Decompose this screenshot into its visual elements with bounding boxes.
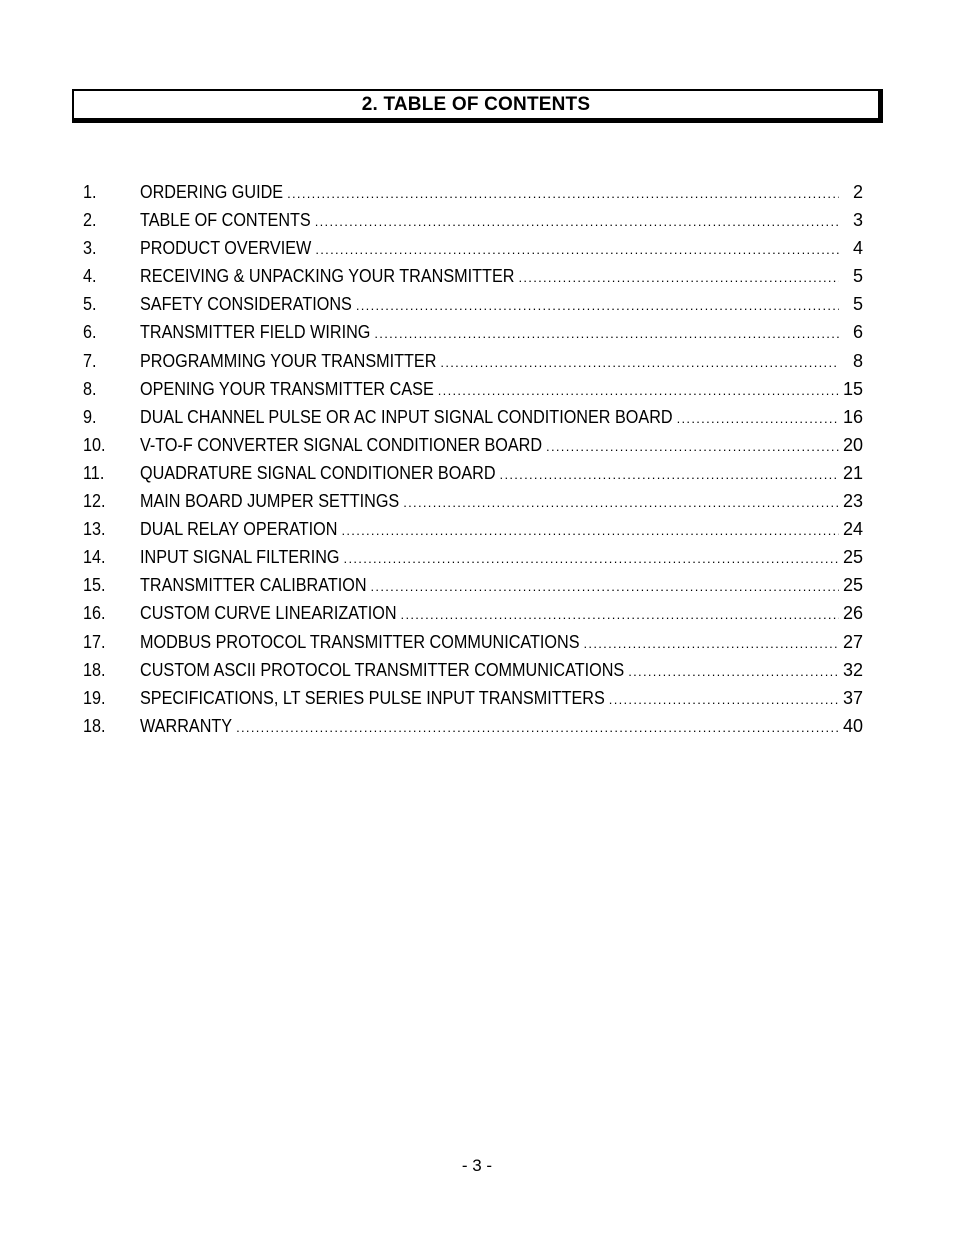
toc-dot-leader (374, 320, 839, 348)
toc-entry-page: 23 (842, 491, 863, 512)
toc-entry-page: 25 (842, 547, 863, 568)
toc-entry-page: 27 (842, 631, 863, 652)
toc-entry-number: 18. (83, 715, 106, 736)
toc-dot-leader (440, 349, 839, 377)
toc-entry-page: 32 (842, 659, 863, 680)
toc-dot-leader (315, 208, 839, 236)
toc-entry-title: DUAL CHANNEL PULSE OR AC INPUT SIGNAL CONDITIONER BOARD (140, 406, 673, 427)
toc-entry-title: MODBUS PROTOCOL TRANSMITTER COMMUNICATIONS (140, 631, 580, 652)
toc-dot-leader (438, 377, 839, 405)
toc-entry[interactable] (83, 684, 863, 712)
toc-entry-title: TRANSMITTER CALIBRATION (140, 575, 367, 596)
toc-entry[interactable] (83, 656, 863, 684)
toc-entry-page: 26 (842, 603, 863, 624)
toc-entry-page: 24 (842, 519, 863, 540)
toc-entry[interactable] (83, 431, 863, 459)
toc-dot-leader (518, 264, 839, 292)
toc-entry-title: TRANSMITTER FIELD WIRING (140, 322, 371, 343)
toc-entry-title: SAFETY CONSIDERATIONS (140, 294, 352, 315)
toc-entry-number: 18. (83, 659, 106, 680)
toc-entry-number: 7. (83, 350, 97, 371)
toc-entry-page: 6 (852, 322, 863, 343)
toc-dot-leader (401, 601, 839, 629)
toc-entry[interactable] (83, 262, 863, 290)
toc-entry-number: 17. (83, 631, 106, 652)
toc-entry-number: 6. (83, 322, 97, 343)
toc-entry-number: 9. (83, 406, 97, 427)
toc-entry-number: 8. (83, 378, 97, 399)
toc-entry[interactable] (83, 290, 863, 318)
toc-entry-page: 8 (852, 350, 863, 371)
toc-entry-number: 3. (83, 238, 97, 259)
toc-entry-number: 5. (83, 294, 97, 315)
toc-entry-page: 20 (842, 434, 863, 455)
toc-entry-page: 16 (842, 406, 863, 427)
toc-entry[interactable] (83, 318, 863, 346)
toc-entry-title: INPUT SIGNAL FILTERING (140, 547, 340, 568)
toc-entry-title: DUAL RELAY OPERATION (140, 519, 338, 540)
page-number: - 3 - (461, 1156, 493, 1175)
toc-entry[interactable] (83, 206, 863, 234)
toc-entry-number: 14. (83, 547, 106, 568)
toc-entry-page: 15 (842, 378, 863, 399)
toc-dot-leader (236, 714, 839, 742)
toc-entry[interactable] (83, 375, 863, 403)
toc-entry-title: QUADRATURE SIGNAL CONDITIONER BOARD (140, 462, 496, 483)
toc-entry-page: 2 (852, 182, 863, 202)
toc-entry-title: TABLE OF CONTENTS (140, 210, 311, 231)
toc-entry[interactable] (83, 712, 863, 740)
toc-entry-title: MAIN BOARD JUMPER SETTINGS (140, 491, 400, 512)
toc-entry[interactable] (83, 599, 863, 627)
toc-dot-leader (546, 433, 839, 461)
toc-entry[interactable] (83, 234, 863, 262)
toc-entry-title: CUSTOM CURVE LINEARIZATION (140, 603, 397, 624)
toc-dot-leader (677, 405, 839, 433)
toc-entry-page: 4 (852, 238, 863, 259)
toc-dot-leader (403, 489, 839, 517)
toc-entry-title: CUSTOM ASCII PROTOCOL TRANSMITTER COMMUNICATIONS (140, 659, 625, 680)
toc-entry-number: 16. (83, 603, 106, 624)
toc-dot-leader (344, 545, 839, 573)
toc-entry[interactable] (83, 543, 863, 571)
toc-entry-number: 10. (83, 434, 106, 455)
toc-entry[interactable] (83, 178, 863, 206)
toc-entry-number: 11. (83, 462, 105, 483)
toc-entry-title: SPECIFICATIONS, LT SERIES PULSE INPUT TRANSMITTERS (140, 687, 605, 708)
toc-entry[interactable] (83, 628, 863, 656)
toc-entry-number: 12. (83, 491, 106, 512)
toc-entry-number: 19. (83, 687, 106, 708)
toc-entry-page: 5 (852, 294, 863, 315)
toc-entry-page: 25 (842, 575, 863, 596)
toc-entry-number: 2. (83, 210, 97, 231)
toc-entry-page: 3 (852, 210, 863, 231)
toc-entry-title: PRODUCT OVERVIEW (140, 238, 312, 259)
toc-dot-leader (341, 517, 839, 545)
toc-entry-page: 40 (842, 715, 863, 736)
toc-entry-number: 1. (83, 182, 97, 202)
toc-entry[interactable] (83, 459, 863, 487)
toc-entry[interactable] (83, 487, 863, 515)
page-title: 2. TABLE OF CONTENTS (361, 94, 591, 115)
toc-entry-page: 21 (842, 462, 863, 483)
toc-entry-number: 15. (83, 575, 106, 596)
toc-entry-title: PROGRAMMING YOUR TRANSMITTER (140, 350, 437, 371)
toc-dot-leader (371, 573, 839, 601)
toc-entry-number: 13. (83, 519, 106, 540)
toc-entry-page: 5 (852, 266, 863, 287)
section-title-box (72, 89, 883, 123)
toc-entry-title: OPENING YOUR TRANSMITTER CASE (140, 378, 434, 399)
toc-entry-title: RECEIVING & UNPACKING YOUR TRANSMITTER (140, 266, 515, 287)
toc-dot-leader (315, 236, 839, 264)
toc-entry[interactable] (83, 515, 863, 543)
table-of-contents (83, 178, 863, 740)
toc-dot-leader (628, 658, 839, 686)
toc-entry[interactable] (83, 571, 863, 599)
toc-dot-leader (584, 630, 839, 658)
toc-entry-number: 4. (83, 266, 97, 287)
toc-entry[interactable] (83, 403, 863, 431)
toc-entry-title: WARRANTY (140, 715, 233, 736)
toc-entry-page: 37 (842, 687, 863, 708)
toc-dot-leader (287, 180, 839, 208)
toc-dot-leader (500, 461, 839, 489)
toc-dot-leader (356, 292, 839, 320)
toc-entry-title: ORDERING GUIDE (140, 182, 284, 202)
toc-entry[interactable] (83, 347, 863, 375)
toc-dot-leader (609, 686, 839, 714)
toc-entry-title: V-TO-F CONVERTER SIGNAL CONDITIONER BOARD (140, 434, 543, 455)
